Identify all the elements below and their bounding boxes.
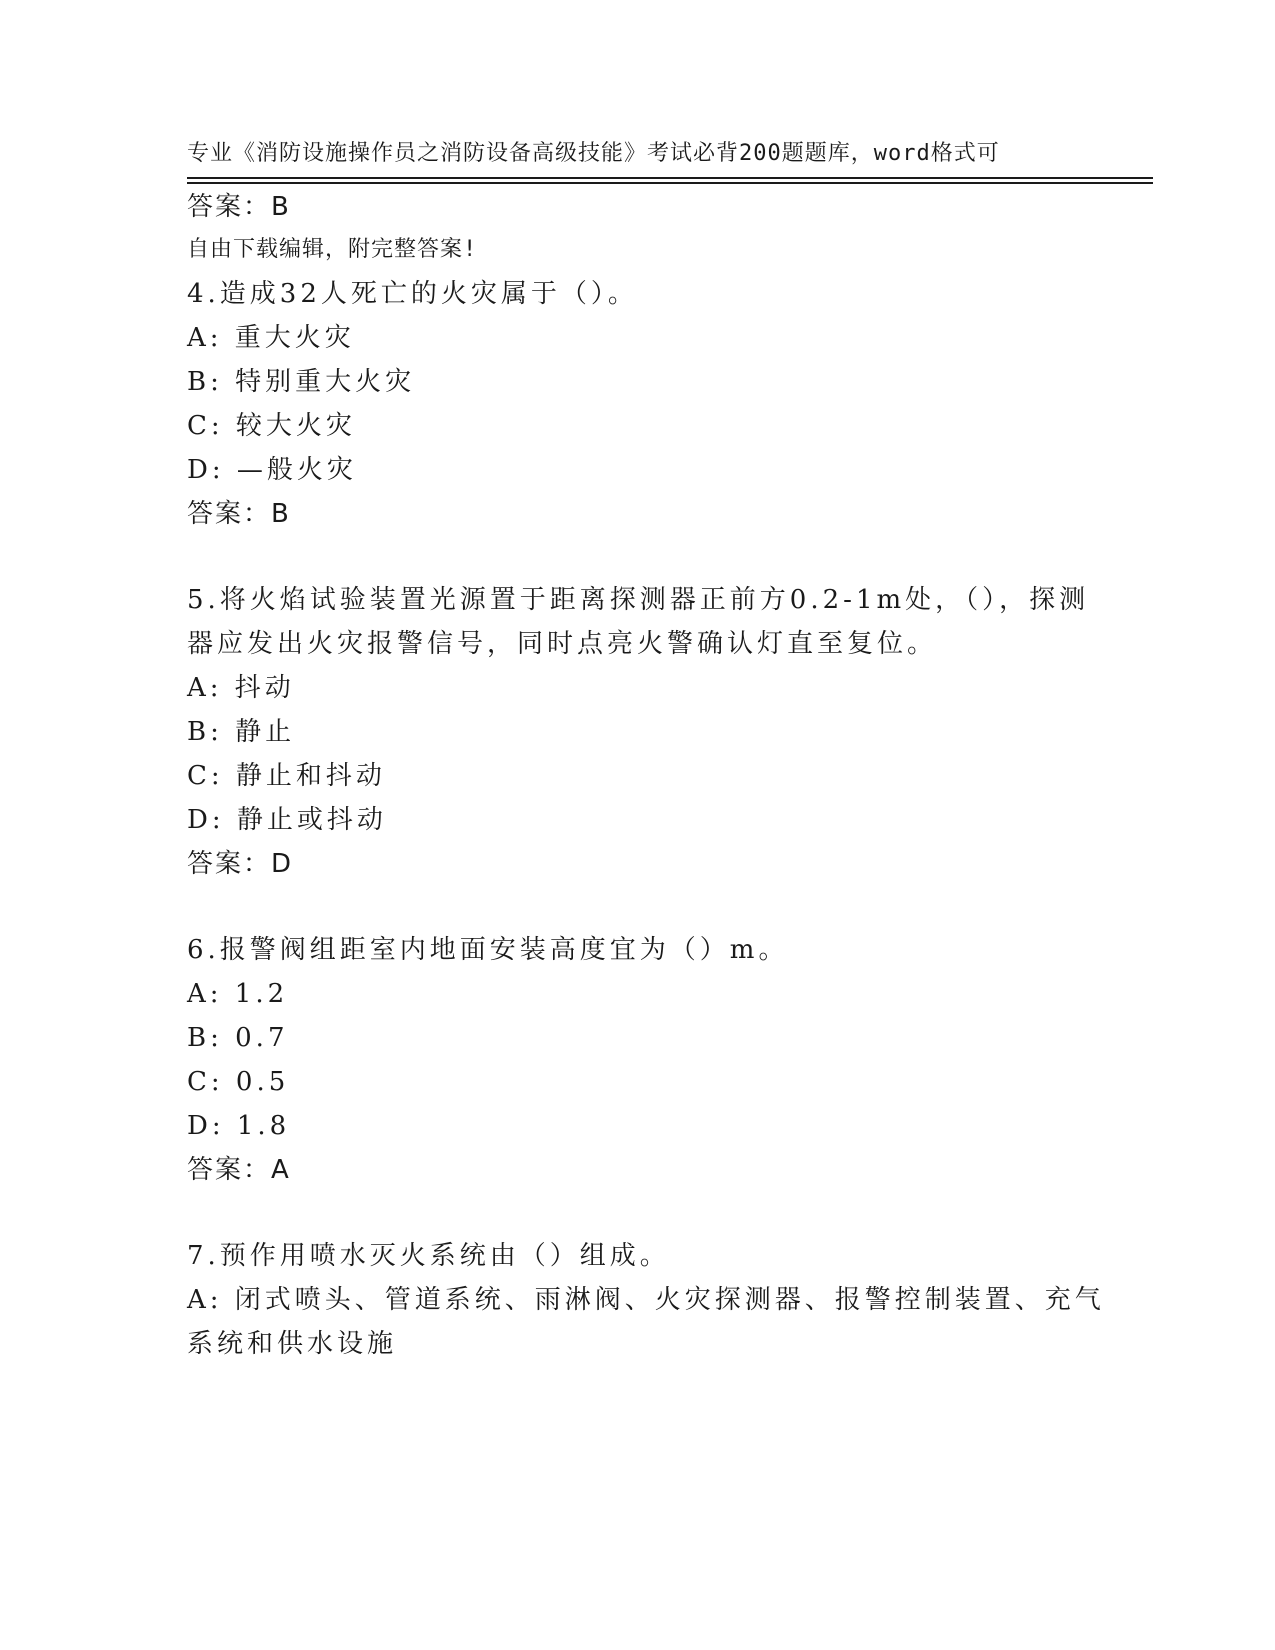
question-7-option-a-line-2: 系统和供水设施 xyxy=(187,1329,398,1359)
question-6-option-a: A: 1.2 xyxy=(187,979,289,1009)
question-4-option-c: C: 较大火灾 xyxy=(187,411,356,441)
answer-line: 答案：B xyxy=(187,192,291,222)
question-5-option-b: B: 静止 xyxy=(187,717,296,747)
header-divider-top xyxy=(187,177,1153,179)
question-5-option-a: A: 抖动 xyxy=(187,673,295,703)
question-5-stem-line-2: 器应发出火灾报警信号，同时点亮火警确认灯直至复位。 xyxy=(187,629,938,659)
question-6-option-c: C: 0.5 xyxy=(187,1067,290,1097)
question-4-option-b: B: 特别重大火灾 xyxy=(187,367,416,397)
question-4-option-d: D: —般火灾 xyxy=(187,455,357,485)
header-divider-bottom xyxy=(187,182,1153,184)
question-6-answer: 答案：A xyxy=(187,1155,291,1185)
question-4-stem: 4.造成32人死亡的火灾属于（）。 xyxy=(187,279,638,309)
question-4-option-a: A: 重大火灾 xyxy=(187,323,355,353)
question-5-answer: 答案：D xyxy=(187,849,294,879)
question-6-option-d: D: 1.8 xyxy=(187,1111,291,1141)
question-7-option-a-line-1: A: 闭式喷头、管道系统、雨淋阀、火灾探测器、报警控制装置、充气 xyxy=(187,1285,1105,1315)
question-5-option-c: C: 静止和抖动 xyxy=(187,761,386,791)
question-7-stem: 7.预作用喷水灭火系统由（）组成。 xyxy=(187,1241,670,1271)
question-4-answer: 答案：B xyxy=(187,499,291,529)
question-6-stem: 6.报警阀组距室内地面安装高度宜为（）m。 xyxy=(187,935,789,965)
question-5-stem-line-1: 5.将火焰试验装置光源置于距离探测器正前方0.2-1m处，（），探测 xyxy=(187,585,1090,615)
header-line-2: 自由下载编辑，附完整答案! xyxy=(187,237,478,262)
header-line-1: 专业《消防设施操作员之消防设备高级技能》考试必背200题题库，word格式可 xyxy=(187,141,1000,166)
question-6-option-b: B: 0.7 xyxy=(187,1023,289,1053)
question-5-option-d: D: 静止或抖动 xyxy=(187,805,387,835)
